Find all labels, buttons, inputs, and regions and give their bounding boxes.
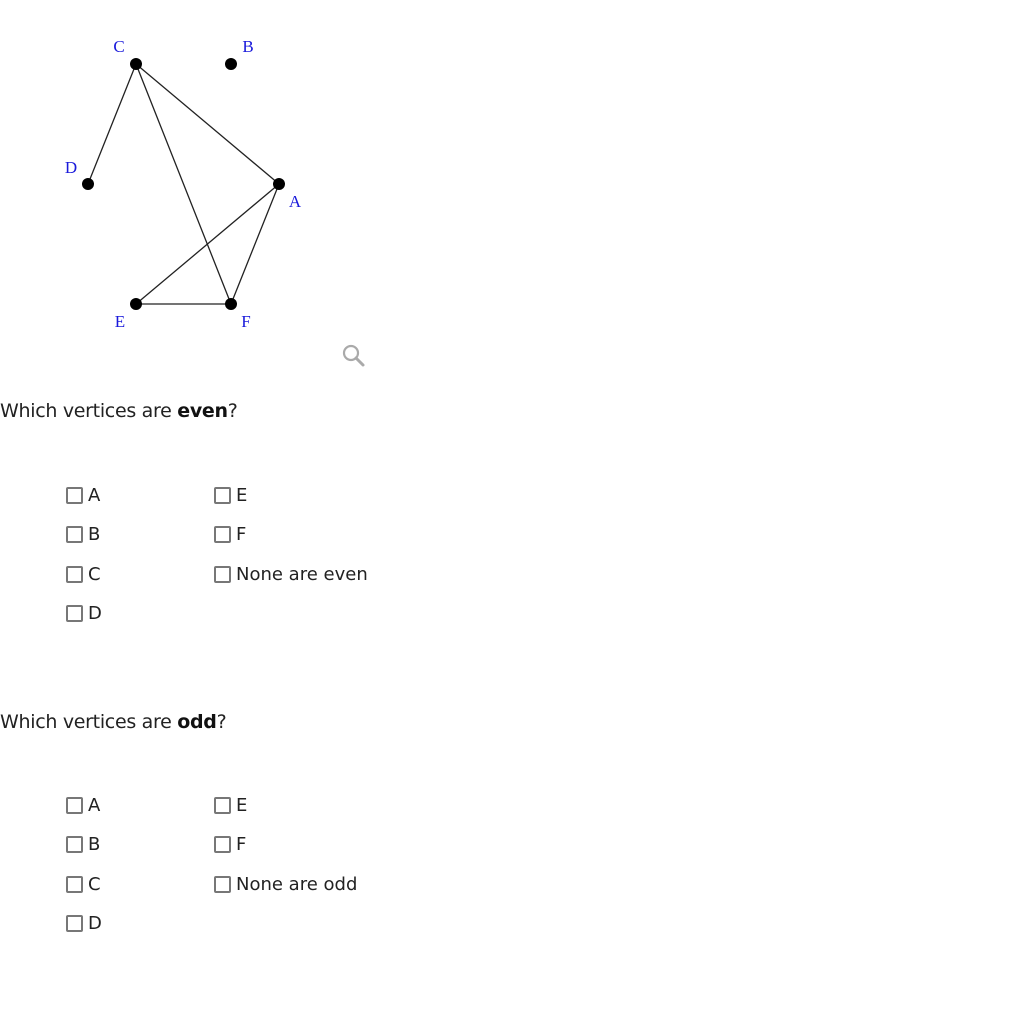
question-odd xyxy=(0,711,226,733)
option-label: D xyxy=(88,603,102,624)
option-label: C xyxy=(88,873,101,895)
graph-diagram xyxy=(0,0,420,345)
question-emphasis: even xyxy=(177,400,228,422)
checkbox[interactable] xyxy=(66,487,83,504)
option-label: A xyxy=(88,794,101,816)
option-f[interactable] xyxy=(214,523,246,547)
option-label: E xyxy=(236,484,248,506)
option-e[interactable] xyxy=(214,793,247,817)
checkbox[interactable] xyxy=(214,566,231,583)
option-label: None are even xyxy=(236,563,368,585)
edge-C-F xyxy=(136,64,231,304)
option-label: F xyxy=(236,524,247,545)
checkbox[interactable] xyxy=(214,487,231,504)
vertex-label-C: C xyxy=(113,37,125,56)
option-label: D xyxy=(88,913,102,934)
question-text: Which vertices are xyxy=(0,711,178,733)
graph-edges xyxy=(88,64,279,304)
option-none[interactable] xyxy=(214,872,357,896)
vertex-B xyxy=(225,58,237,70)
question-even xyxy=(0,400,238,422)
vertex-label-D: D xyxy=(64,158,78,177)
option-label: E xyxy=(236,794,248,816)
option-label: C xyxy=(88,563,101,585)
checkbox[interactable] xyxy=(214,526,231,543)
question-text: Which vertices are xyxy=(0,400,178,422)
option-b[interactable] xyxy=(66,833,100,857)
checkbox[interactable] xyxy=(214,876,231,893)
vertex-label-B: B xyxy=(242,37,254,56)
vertex-A xyxy=(273,178,285,190)
vertex-F xyxy=(225,298,237,310)
edge-C-D xyxy=(88,64,136,184)
option-label: None are odd xyxy=(236,873,358,895)
checkbox[interactable] xyxy=(66,797,83,814)
magnifier-icon[interactable] xyxy=(340,343,366,369)
vertex-D xyxy=(82,178,94,190)
option-f[interactable] xyxy=(214,833,246,857)
checkbox[interactable] xyxy=(66,876,83,893)
option-label: F xyxy=(236,834,247,855)
option-a[interactable] xyxy=(66,793,100,817)
vertex-label-F: F xyxy=(241,312,251,331)
option-c[interactable] xyxy=(66,562,101,586)
edge-C-A xyxy=(136,64,279,184)
question-suffix: ? xyxy=(227,400,238,422)
option-none[interactable] xyxy=(214,562,368,586)
option-e[interactable] xyxy=(214,483,247,507)
checkbox[interactable] xyxy=(66,566,83,583)
question-suffix: ? xyxy=(216,711,227,733)
checkbox[interactable] xyxy=(66,605,83,622)
edge-A-F xyxy=(231,184,279,304)
checkbox[interactable] xyxy=(66,915,83,932)
checkbox[interactable] xyxy=(66,836,83,853)
option-label: B xyxy=(88,524,101,545)
option-d[interactable] xyxy=(66,912,102,936)
option-d[interactable] xyxy=(66,602,102,626)
vertex-C xyxy=(130,58,142,70)
option-label: B xyxy=(88,834,101,855)
question-emphasis: odd xyxy=(177,711,217,733)
checkbox[interactable] xyxy=(214,836,231,853)
checkbox[interactable] xyxy=(214,797,231,814)
option-c[interactable] xyxy=(66,872,101,896)
vertex-E xyxy=(130,298,142,310)
checkbox[interactable] xyxy=(66,526,83,543)
option-label: A xyxy=(88,484,101,506)
option-a[interactable] xyxy=(66,483,100,507)
option-b[interactable] xyxy=(66,523,100,547)
vertex-label-A: A xyxy=(288,192,302,211)
edge-A-E xyxy=(136,184,279,304)
vertex-label-E: E xyxy=(114,312,126,331)
